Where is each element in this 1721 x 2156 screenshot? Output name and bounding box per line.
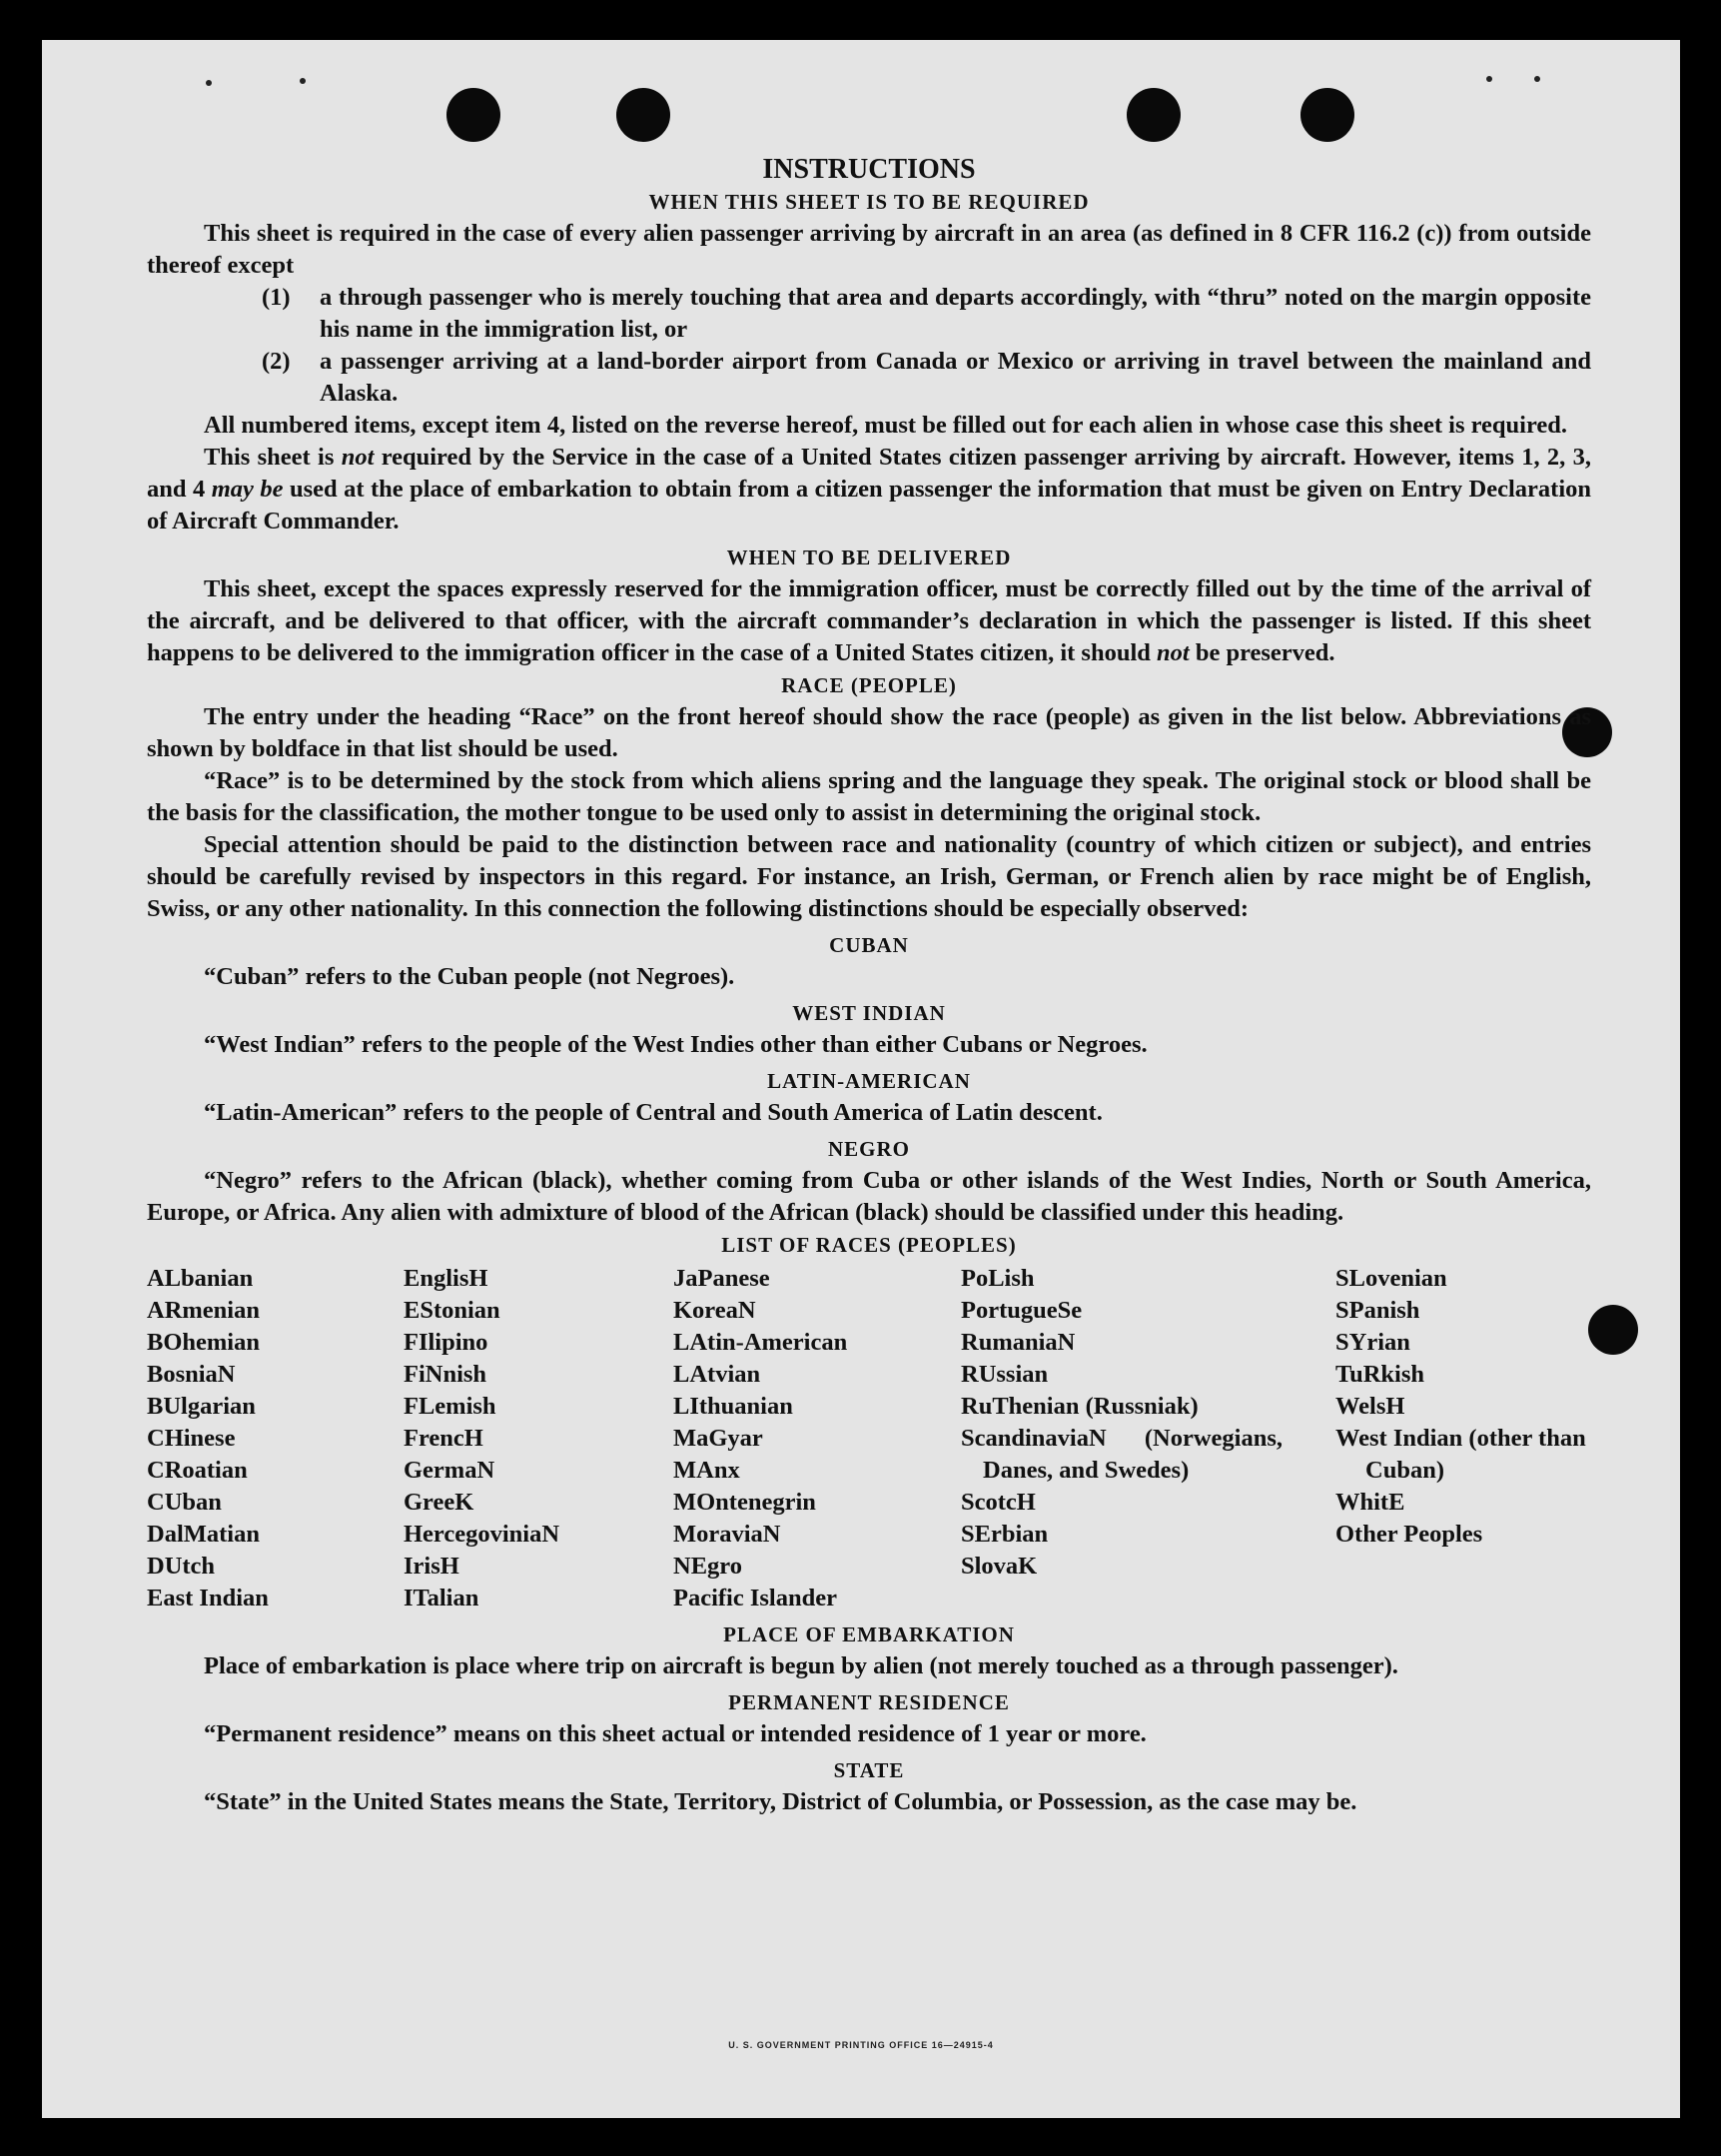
race-entry: EStonian [404,1297,500,1324]
race-entry: WelsH [1335,1393,1405,1420]
paragraph: “Negro” refers to the African (black), whether coming from Cuba or other islands of the West Indies, North or South America, Europe, or Africa. Any alien with admixture of blood of the African (black) should be classified under this heading. [147,1167,1591,1226]
race-column [673,1263,961,1615]
speck [1486,76,1492,82]
race-entry: EnglisH [404,1265,488,1292]
paragraph: “Cuban” refers to the Cuban people (not Negroes). [204,963,735,990]
race-entry: MAnx [673,1457,740,1484]
section-heading-state: STATE [833,1758,905,1782]
race-entry: KoreaN [673,1297,756,1324]
paragraph: “West Indian” refers to the people of the West Indies other than either Cubans or Negroes. [204,1031,1148,1058]
race-entry: PortugueSe [961,1297,1083,1324]
race-entry: PoLish [961,1265,1035,1292]
instructions-body [147,152,1591,1818]
race-entry: Other Peoples [1335,1521,1483,1548]
race-entry: NEgro [673,1553,742,1580]
section-heading-embarkation: PLACE OF EMBARKATION [723,1622,1015,1646]
race-entry: ALbanian [147,1265,254,1292]
text: This sheet, except the spaces expressly reserved for the immigration officer, must be correctly filled out by the time of the arrival of the aircraft, and be delivered to that officer, with the aircraft commander’s declaration in which the passenger is listed. If this sheet happens to be delivered to the immigration officer in the case of a United States citizen, it should [147,575,1591,666]
race-entry: LAtvian [673,1361,761,1388]
section-heading-latin-american: LATIN-AMERICAN [767,1069,971,1093]
paragraph: “Permanent residence” means on this sheet actual or intended residence of 1 year or more. [204,1720,1147,1747]
race-entry: BOhemian [147,1329,260,1356]
section-heading-race-list: LIST OF RACES (PEOPLES) [721,1233,1017,1257]
item-text: a passenger arriving at a land-border airport from Canada or Mexico or arriving in travel between the mainland and Alaska. [320,348,1591,407]
section-heading-residence: PERMANENT RESIDENCE [728,1690,1010,1714]
race-list [147,1263,1591,1615]
race-entry: LAtin-American [673,1329,848,1356]
race-entry: LIthuanian [673,1393,793,1420]
paragraph: All numbered items, except item 4, listed on the reverse hereof, must be filled out for each alien in whose case this sheet is required. [204,412,1568,439]
emphasis: not [341,444,375,471]
race-entry: ScotcH [961,1489,1036,1516]
race-column [961,1263,1335,1615]
section-heading-required: WHEN THIS SHEET IS TO BE REQUIRED [648,190,1090,214]
text: required by the Service in the case of a United States citizen passenger arriving by aircraft. However, items 1, 2, 3, and 4 [147,444,1592,503]
text: This sheet is [204,444,342,471]
punch-hole [1300,88,1354,142]
race-entry: RUssian [961,1361,1049,1388]
item-number: (1) [262,284,291,311]
section-heading-negro: NEGRO [827,1137,910,1161]
race-entry: TuRkish [1335,1361,1425,1388]
emphasis: may be [211,476,284,503]
race-entry: CUban [147,1489,222,1516]
paragraph: Special attention should be paid to the distinction between race and nationality (country of which citizen or subject), and entries should be carefully revised by inspectors in this regard. For instance, an Irish, German, or French alien by race might be of English, Swiss, or any other nationality. In this connection the following distinctions should be especially observed: [147,831,1591,922]
race-entry: DUtch [147,1553,216,1580]
exception-item-1 [147,282,1591,346]
race-column [1335,1263,1591,1615]
document-sheet [42,40,1680,2118]
section-heading-delivered: WHEN TO BE DELIVERED [726,545,1012,569]
item-text: a through passenger who is merely touching that area and departs accordingly, with “thru” noted on the margin opposite his name in the immigration list, or [320,284,1591,343]
race-entry: IrisH [404,1553,459,1580]
paragraph: This sheet is required in the case of every alien passenger arriving by aircraft in an area (as defined in 8 CFR 116.2 (c)) from outside thereof except [147,220,1591,279]
race-entry: BosniaN [147,1361,236,1388]
race-entry: CHinese [147,1425,236,1452]
race-entry: ScandinaviaN (Norwegians, Danes, and Swedes) [961,1425,1283,1484]
text: be preserved. [1189,639,1335,666]
race-entry: SErbian [961,1521,1049,1548]
race-column [147,1263,404,1615]
race-entry: GermaN [404,1457,495,1484]
race-entry: West Indian (other than Cuban) [1335,1425,1586,1484]
paragraph: The entry under the heading “Race” on the front hereof should show the race (people) as given in the list below. Abbreviations as shown by boldface in that list should be used. [147,703,1591,762]
race-entry: MOntenegrin [673,1489,816,1516]
speck [300,78,306,84]
paragraph: “Race” is to be determined by the stock from which aliens spring and the language they speak. The original stock or blood shall be the basis for the classification, the mother tongue to be used only to assist in determining the original stock. [147,767,1591,826]
printer-imprint: U. S. GOVERNMENT PRINTING OFFICE 16—24915-4 [728,2040,994,2050]
race-entry: ARmenian [147,1297,260,1324]
page-title: INSTRUCTIONS [762,154,976,185]
punch-hole [616,88,670,142]
race-entry: HercegoviniaN [404,1521,560,1548]
race-entry: RumaniaN [961,1329,1076,1356]
race-entry: CRoatian [147,1457,248,1484]
exception-item-2 [147,346,1591,410]
race-entry: SYrian [1335,1329,1410,1356]
race-entry: DalMatian [147,1521,260,1548]
race-entry: Pacific Islander [673,1585,837,1612]
race-entry: MoraviaN [673,1521,781,1548]
paragraph: “Latin-American” refers to the people of Central and South America of Latin descent. [204,1099,1103,1126]
race-entry: SPanish [1335,1297,1420,1324]
race-entry: FLemish [404,1393,496,1420]
race-entry: FiNnish [404,1361,487,1388]
paragraph: “State” in the United States means the State, Territory, District of Columbia, or Possession, as the case may be. [204,1788,1357,1815]
speck [1534,76,1540,82]
race-entry: SLovenian [1335,1265,1447,1292]
race-entry: MaGyar [673,1425,763,1452]
speck [206,80,212,86]
section-heading-cuban: CUBAN [829,933,909,957]
punch-hole [1588,1305,1638,1355]
race-entry: WhitE [1335,1489,1405,1516]
emphasis: not [1157,639,1190,666]
text: used at the place of embarkation to obtain from a citizen passenger the information that must be given on Entry Declaration of Aircraft Commander. [147,476,1591,535]
section-heading-race: RACE (PEOPLE) [781,673,957,697]
race-entry: FIlipino [404,1329,488,1356]
race-entry: RuThenian (Russniak) [961,1393,1199,1420]
race-entry: SlovaK [961,1553,1038,1580]
section-heading-west-indian: WEST INDIAN [792,1001,946,1025]
item-number: (2) [262,348,291,375]
paragraph: Place of embarkation is place where trip on aircraft is begun by alien (not merely touched as a through passenger). [204,1652,1398,1679]
race-entry: FrencH [404,1425,483,1452]
paragraph [147,442,1591,538]
race-column [404,1263,673,1615]
punch-hole [1127,88,1181,142]
race-entry: JaPanese [673,1265,770,1292]
race-entry: BUlgarian [147,1393,256,1420]
race-entry: East Indian [147,1585,269,1612]
race-entry: GreeK [404,1489,474,1516]
punch-hole [446,88,500,142]
race-entry: ITalian [404,1585,479,1612]
paragraph [147,573,1591,669]
